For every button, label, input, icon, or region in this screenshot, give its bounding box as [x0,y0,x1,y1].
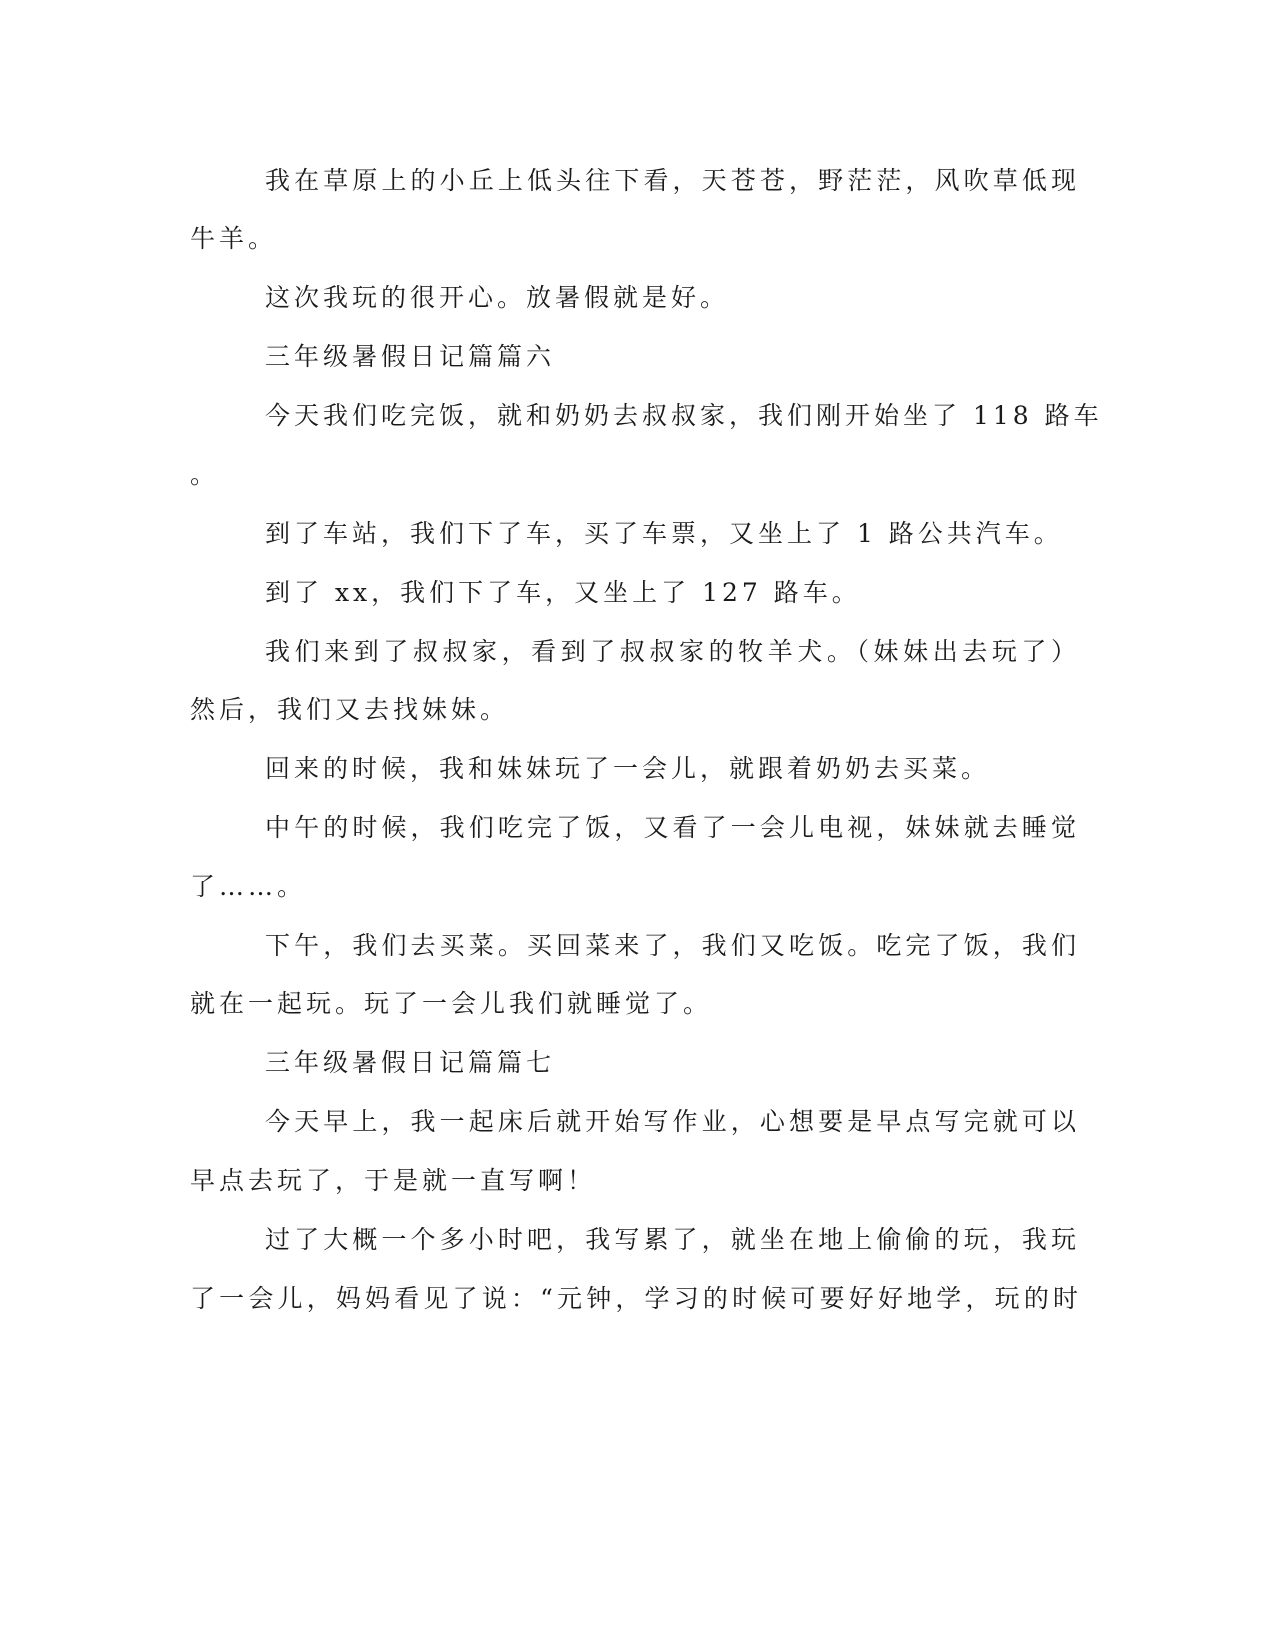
paragraph-line: 中午的时候，我们吃完了饭，又看了一会儿电视，妹妹就去睡觉 [265,813,1080,842]
paragraph-line: 。 [190,460,220,489]
paragraph-line: 了……。 [190,872,307,901]
paragraph-line: 我们来到了叔叔家，看到了叔叔家的牧羊犬。（妹妹出去玩了） [265,637,1080,666]
paragraph-line: 到了车站，我们下了车，买了车票，又坐上了 1 路公共汽车。 [265,519,1063,548]
paragraph-line: 牛羊。 [190,224,278,253]
paragraph-line: 今天早上，我一起床后就开始写作业，心想要是早点写完就可以 [265,1107,1080,1136]
paragraph-line: 这次我玩的很开心。放暑假就是好。 [265,283,730,312]
paragraph-line: 回来的时候，我和妹妹玩了一会儿，就跟着奶奶去买菜。 [265,754,991,783]
paragraph-line: 过了大概一个多小时吧，我写累了，就坐在地上偷偷的玩，我玩 [265,1225,1080,1254]
paragraph-line: 就在一起玩。玩了一会儿我们就睡觉了。 [190,989,713,1018]
paragraph-line: 到了 xx，我们下了车，又坐上了 127 路车。 [265,578,861,607]
paragraph-line: 我在草原上的小丘上低头往下看，天苍苍，野茫茫，风吹草低现 [265,166,1080,195]
paragraph-line: 然后，我们又去找妹妹。 [190,695,510,724]
paragraph-line: 下午，我们去买菜。买回菜来了，我们又吃饭。吃完了饭，我们 [265,931,1080,960]
paragraph-line: 了一会儿，妈妈看见了说：“元钟，学习的时候可要好好地学，玩的时 [190,1284,1080,1313]
section-heading: 三年级暑假日记篇篇七 [265,1048,556,1077]
section-heading: 三年级暑假日记篇篇六 [265,342,556,371]
paragraph-line: 今天我们吃完饭，就和奶奶去叔叔家，我们刚开始坐了 118 路车 [265,401,1103,430]
paragraph-line: 早点去玩了，于是就一直写啊！ [190,1166,597,1195]
